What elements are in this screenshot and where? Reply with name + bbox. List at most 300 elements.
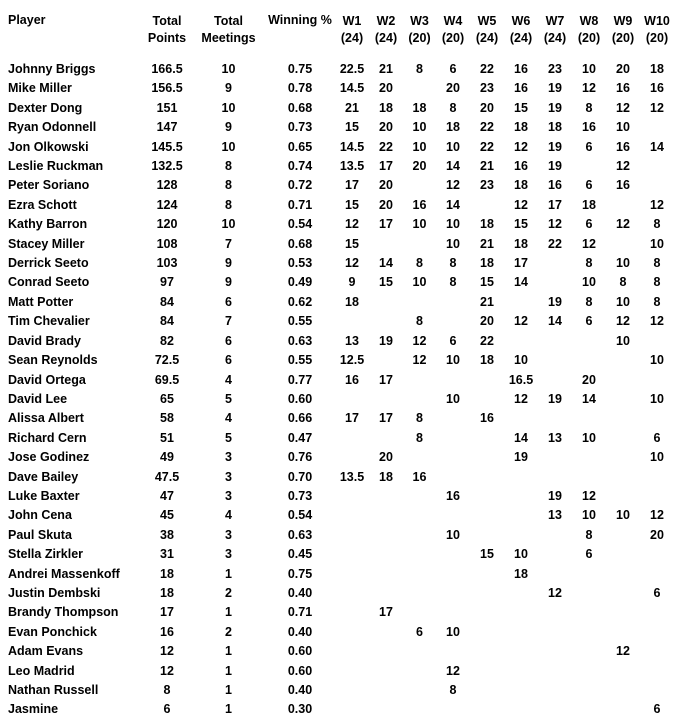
week-score: 17 [379,605,393,620]
week-score [470,623,504,642]
week-score [335,642,369,661]
week-label: W8 [579,14,599,28]
winning-pct: 0.72 [287,178,313,193]
week-score: 13 [345,333,359,348]
winning-pct: 0.47 [287,430,313,445]
week-score: 21 [379,62,393,76]
week-score: 6 [585,547,593,562]
total-points: 124 [156,197,178,212]
week-score [538,371,572,390]
total-meetings: 5 [225,430,232,445]
player-name: Derrick Seeto [8,256,89,271]
winning-pct: 0.73 [287,120,313,135]
week-score: 19 [514,450,528,465]
week-score: 20 [412,159,427,174]
week-score [369,642,403,661]
week-score [436,506,470,525]
week-score: 10 [446,353,460,368]
week-score [369,584,403,603]
week-score: 8 [585,294,593,309]
header-total-points-line1: Total [152,14,182,28]
week-score: 10 [650,353,664,368]
player-name: Adam Evans [8,644,84,659]
total-meetings: 10 [221,100,236,115]
week-score [538,603,572,622]
week-score: 10 [446,217,460,232]
week-score [504,506,538,525]
week-score [470,681,504,700]
week-score: 21 [480,294,494,309]
week-score [640,409,674,428]
week-score: 10 [514,547,528,562]
table-row [0,545,674,564]
total-meetings: 1 [225,702,232,717]
total-meetings: 5 [225,391,232,406]
week-score: 8 [653,256,661,271]
week-score: 12.5 [339,353,365,368]
week-score: 12 [412,333,427,348]
week-score [335,506,369,525]
week-score [572,157,606,176]
week-score [606,390,640,409]
table-row [0,700,674,719]
winning-pct: 0.60 [287,644,313,659]
week-score: 8 [416,314,423,329]
week-score [606,603,640,622]
header-winning-pct [265,0,335,60]
winning-pct: 0.68 [287,236,313,251]
week-score [640,545,674,564]
week-sub: (20) [611,31,635,45]
player-name: Paul Skuta [8,527,72,542]
week-score: 10 [514,353,528,368]
week-score: 6 [416,624,423,639]
week-score: 12 [548,585,562,600]
week-score [369,506,403,525]
table-row [0,312,674,331]
week-sub: (24) [543,31,567,45]
week-score [606,623,640,642]
week-score: 22 [379,139,393,154]
player-name: Peter Soriano [8,178,90,193]
week-score: 22.5 [339,62,365,76]
week-score: 18 [480,256,494,271]
table-row [0,351,674,370]
week-score: 19 [548,391,562,406]
total-meetings: 3 [225,527,232,542]
week-label: W10 [644,14,670,28]
player-name: Luke Baxter [8,488,80,503]
week-score: 8 [416,62,423,76]
week-score: 9 [348,275,356,290]
player-name: Dexter Dong [8,100,83,115]
week-score: 16 [616,139,630,154]
week-score [369,312,403,331]
week-score [470,390,504,409]
header-week [572,0,606,60]
week-score: 18 [514,178,528,193]
week-score: 12 [548,217,562,232]
week-score: 16 [616,178,630,193]
total-meetings: 4 [225,411,232,426]
week-score [606,662,640,681]
winning-pct: 0.60 [287,663,313,678]
week-score [369,565,403,584]
week-score [640,176,674,195]
winning-pct: 0.73 [287,488,313,503]
week-score: 19 [548,159,562,174]
total-meetings: 8 [225,197,232,212]
week-score [436,409,470,428]
winning-pct: 0.78 [287,81,313,96]
week-score: 23 [480,81,494,96]
week-score: 6 [585,139,593,154]
week-score: 20 [650,527,664,542]
player-name: Alissa Albert [8,411,84,426]
table-row [0,409,674,428]
week-score [504,662,538,681]
winning-pct: 0.54 [287,508,313,523]
week-score [335,526,369,545]
week-score [403,506,436,525]
winning-pct: 0.63 [287,333,313,348]
week-score [436,468,470,487]
week-score [640,565,674,584]
week-label: W2 [376,14,396,28]
week-score [470,584,504,603]
winning-pct: 0.45 [287,547,313,562]
total-points: 49 [160,450,174,465]
week-score: 12 [345,217,359,232]
week-score: 12 [514,139,528,154]
total-points: 166.5 [151,62,183,76]
week-score [470,662,504,681]
header-total-points-line2: Points [147,31,187,45]
player-name: Mike Miller [8,81,72,96]
player-name: Conrad Seeto [8,275,90,290]
total-meetings: 1 [225,663,232,678]
week-score [369,700,403,719]
total-points: 156.5 [151,81,183,96]
week-score: 16 [650,81,664,96]
week-score [335,390,369,409]
week-score [403,371,436,390]
week-score: 10 [650,450,664,465]
table-row [0,196,674,215]
week-score [369,545,403,564]
week-score: 10 [616,508,630,523]
week-score [640,603,674,622]
week-score [572,584,606,603]
table-row [0,603,674,622]
week-score: 19 [548,81,562,96]
week-score: 18 [514,236,528,251]
week-score [504,526,538,545]
week-score: 21 [345,100,359,115]
week-score: 8 [585,100,593,115]
header-week [538,0,572,60]
total-points: 8 [163,683,171,697]
week-score: 8 [449,256,457,271]
week-score: 15 [345,197,359,212]
total-points: 82 [160,333,174,348]
week-sub: (20) [408,31,431,45]
week-sub: (24) [340,31,364,45]
week-score: 15 [379,275,393,290]
table-row [0,390,674,409]
week-score: 12 [446,663,460,678]
week-score: 20 [379,81,393,96]
total-meetings: 4 [225,508,232,523]
table-body [0,60,674,720]
player-name: Stella Zirkler [8,547,84,562]
week-score [504,681,538,700]
week-score: 16 [616,81,630,96]
week-score: 8 [449,683,457,697]
week-score [436,584,470,603]
table-row [0,332,674,351]
week-score: 8 [416,430,423,445]
week-score [335,312,369,331]
week-score: 20 [616,62,630,76]
player-name: David Lee [8,391,68,406]
week-score [436,429,470,448]
total-meetings: 2 [225,585,232,600]
week-score [369,487,403,506]
week-score [470,429,504,448]
total-meetings: 1 [225,605,232,620]
week-score [335,584,369,603]
week-score: 20 [480,314,494,329]
week-score [403,526,436,545]
week-score: 12 [412,353,427,368]
week-sub: (24) [509,31,533,45]
total-meetings: 6 [225,333,232,348]
player-name: Evan Ponchick [8,624,97,639]
total-points: 58 [160,411,174,426]
week-score: 13.5 [339,159,365,174]
week-score [606,409,640,428]
table-row [0,468,674,487]
week-score: 22 [548,236,562,251]
week-score [369,429,403,448]
total-points: 128 [156,178,178,193]
week-score: 14.5 [339,81,365,96]
week-score: 8 [585,527,593,542]
week-score: 20 [379,197,393,212]
week-score: 12 [616,644,630,659]
total-points: 51 [160,430,174,445]
week-score [504,332,538,351]
winning-pct: 0.65 [287,139,313,154]
header-week [470,0,504,60]
total-meetings: 3 [225,469,232,484]
week-score: 19 [548,294,562,309]
player-name: Ezra Schott [8,197,77,212]
player-name: Tim Chevalier [8,314,90,329]
week-score [538,681,572,700]
week-score [572,468,606,487]
player-name: Nathan Russell [8,683,99,697]
week-score: 10 [650,236,664,251]
week-score: 16 [582,120,596,135]
total-meetings: 9 [225,275,232,290]
total-points: 47.5 [154,469,180,484]
week-score: 16.5 [508,372,534,387]
week-score: 18 [582,197,596,212]
winning-pct: 0.55 [287,314,313,329]
week-score: 10 [446,236,460,251]
week-score [504,487,538,506]
week-score: 10 [446,527,460,542]
week-score [640,468,674,487]
week-score: 20 [379,120,393,135]
week-score [606,700,640,719]
total-points: 17 [160,605,174,620]
week-score: 14 [650,139,664,154]
week-score [436,371,470,390]
week-score [403,487,436,506]
week-score [538,468,572,487]
week-score: 19 [379,333,393,348]
winning-pct: 0.77 [287,372,313,387]
week-score [335,603,369,622]
header-week [640,0,674,60]
week-score: 20 [379,178,393,193]
week-score: 16 [446,488,460,503]
total-meetings: 3 [225,547,232,562]
header-player: Player [8,13,46,27]
week-score [470,700,504,719]
week-score [640,681,674,700]
week-score [369,293,403,312]
week-score: 8 [416,256,423,271]
week-score [403,565,436,584]
week-score [538,623,572,642]
week-score [606,545,640,564]
week-score: 8 [449,100,457,115]
week-score [403,662,436,681]
total-meetings: 10 [221,62,236,76]
total-meetings: 9 [225,120,232,135]
total-meetings: 7 [225,236,232,251]
table-row [0,79,674,98]
week-score: 14 [514,430,528,445]
week-score: 8 [449,275,457,290]
week-score [369,662,403,681]
week-score [572,332,606,351]
week-score: 21 [480,236,494,251]
week-score [504,603,538,622]
week-score: 12 [616,159,630,174]
winning-pct: 0.55 [287,353,313,368]
winning-pct: 0.30 [287,702,313,717]
total-meetings: 3 [225,488,232,503]
week-score: 22 [480,333,494,348]
total-points: 69.5 [154,372,180,387]
week-score: 12 [650,100,664,115]
week-sub: (20) [645,31,669,45]
total-points: 12 [160,663,174,678]
winning-pct: 0.40 [287,683,313,697]
player-name: Leslie Ruckman [8,159,104,174]
player-name: Justin Dembski [8,585,101,600]
week-score: 19 [548,139,562,154]
week-score [572,642,606,661]
week-score [436,448,470,467]
week-score: 13 [548,430,562,445]
week-score [369,623,403,642]
winning-pct: 0.75 [287,566,313,581]
week-score: 15 [345,236,359,251]
week-score: 12 [514,197,528,212]
week-score: 14 [548,314,562,329]
table-row [0,118,674,137]
week-score [470,196,504,215]
winning-pct: 0.40 [287,585,313,600]
winning-pct: 0.70 [287,469,313,484]
week-score: 6 [449,333,457,348]
week-score [403,545,436,564]
total-points: 6 [163,702,171,717]
week-score: 16 [548,178,562,193]
week-score [470,448,504,467]
winning-pct: 0.76 [287,450,313,465]
week-score [369,526,403,545]
week-score [606,584,640,603]
winning-pct: 0.40 [287,624,313,639]
week-score: 18 [480,217,494,232]
week-score: 17 [345,411,359,426]
player-name: Leo Madrid [8,663,75,678]
week-score: 16 [514,62,528,76]
week-score [606,196,640,215]
total-points: 31 [160,547,174,562]
week-score: 13 [548,508,562,523]
week-score: 8 [585,256,593,271]
total-points: 38 [160,527,174,542]
table-row [0,157,674,176]
week-score [504,700,538,719]
week-score: 17 [379,411,393,426]
header-total-meetings-line1: Total [214,14,243,28]
week-score: 23 [480,178,494,193]
table-row [0,273,674,292]
week-score [470,603,504,622]
week-score [538,332,572,351]
winning-pct: 0.74 [287,159,313,174]
table-row [0,429,674,448]
table-row [0,254,674,273]
total-points: 84 [160,314,174,329]
winning-pct: 0.60 [287,391,313,406]
week-score [403,235,436,254]
header-week [403,0,436,60]
week-score: 14 [379,256,393,271]
week-score [504,468,538,487]
player-name: Jasmine [8,702,59,717]
week-score [606,429,640,448]
week-score [538,526,572,545]
winning-pct: 0.75 [287,62,313,76]
player-name: John Cena [8,508,72,523]
week-score: 18 [379,100,393,115]
week-score [470,565,504,584]
week-score: 10 [412,275,427,290]
week-score: 15 [345,120,359,135]
week-score [640,487,674,506]
week-sub: (24) [374,31,398,45]
